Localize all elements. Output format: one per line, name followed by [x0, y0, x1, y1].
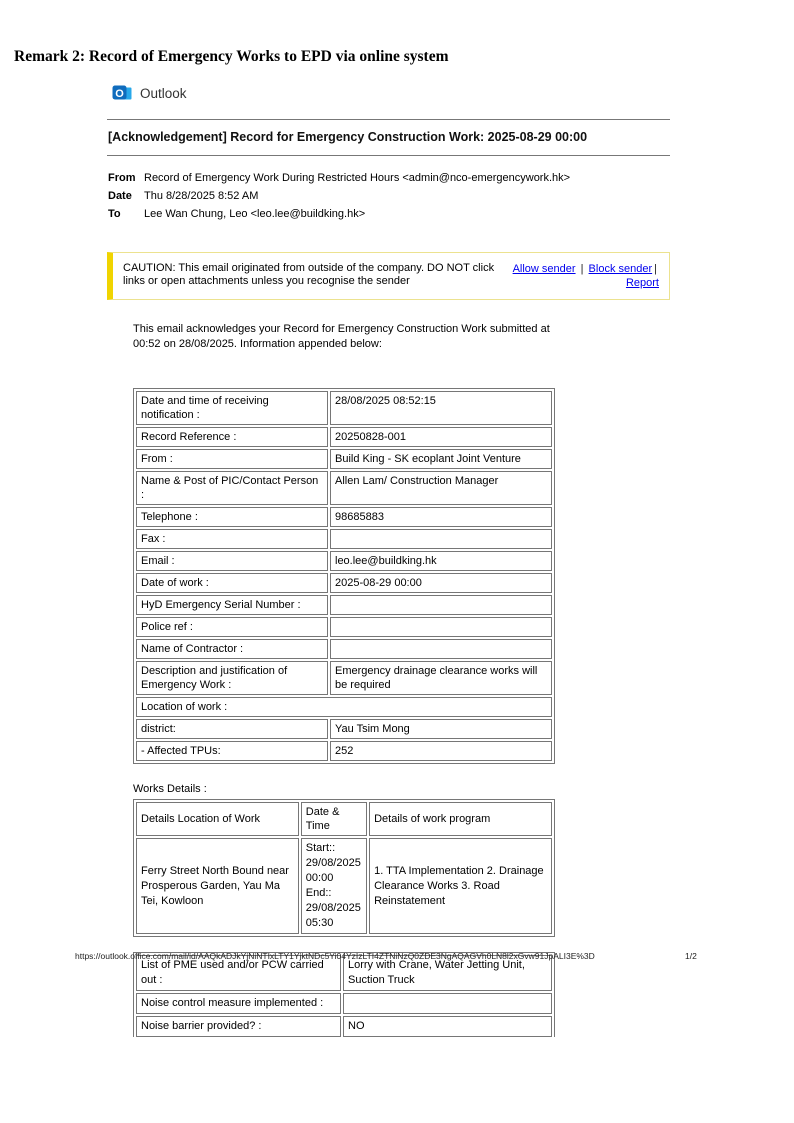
works-header-datetime: Date & Time [301, 802, 367, 836]
record-label-cell: Name of Contractor : [136, 639, 328, 659]
table-row [136, 391, 552, 425]
table-row [136, 639, 552, 659]
table-row [136, 741, 552, 761]
record-label-cell: Name & Post of PIC/Contact Person : [136, 471, 328, 505]
pme-label-cell: List of PME used and/or PCW carried out : [136, 955, 341, 991]
table-row [136, 595, 552, 615]
table-row [136, 507, 552, 527]
record-value-cell [330, 595, 552, 615]
record-details-table [133, 388, 555, 764]
caution-links [511, 262, 659, 290]
table-row [136, 993, 552, 1014]
block-sender-link[interactable]: Block sender [588, 263, 653, 275]
record-label-cell: HyD Emergency Serial Number : [136, 595, 328, 615]
record-label-cell: Email : [136, 551, 328, 571]
record-label-cell: Police ref : [136, 617, 328, 637]
table-row [136, 471, 552, 505]
print-footer-url: https://outlook.office.com/mail/id/AAQkADJkYjNiNTIxLTY1YjktNDc5Yi04YzIzLTI4ZTNiNzQ0ZDE3NgAQAGVh0LN8l2xGvw91JpALI3E%3D [75, 951, 595, 961]
record-value-cell: 252 [330, 741, 552, 761]
record-value-cell [330, 529, 552, 549]
from-label: From [108, 172, 136, 184]
link-separator: | [577, 263, 587, 275]
record-value-cell: 2025-08-29 00:00 [330, 573, 552, 593]
record-value-cell: Yau Tsim Mong [330, 719, 552, 739]
date-value: Thu 8/28/2025 8:52 AM [144, 190, 259, 202]
email-meta [107, 156, 670, 223]
record-label-cell: Telephone : [136, 507, 328, 527]
datetime-line: Start:: [305, 842, 336, 854]
works-header-location: Details Location of Work [136, 802, 299, 836]
table-row [136, 838, 552, 934]
works-location-cell: Ferry Street North Bound near Prosperous Garden, Yau Ma Tei, Kowloon [136, 838, 299, 934]
external-sender-caution-banner [107, 252, 670, 300]
page-number: 1/2 [685, 951, 697, 961]
works-details-label: Works Details : [133, 783, 207, 795]
record-fullwidth-cell: Location of work : [136, 697, 552, 717]
printed-email [107, 80, 670, 1037]
table-row [136, 551, 552, 571]
pme-value-cell: NO [343, 1016, 552, 1037]
link-separator: | [654, 263, 657, 275]
meta-row-from [108, 169, 670, 187]
table-row [136, 617, 552, 637]
datetime-line: 05:30 [305, 917, 334, 929]
table-row [136, 449, 552, 469]
record-label-cell: - Affected TPUs: [136, 741, 328, 761]
table-row [136, 719, 552, 739]
record-label-cell: Date of work : [136, 573, 328, 593]
outlook-app-name: Outlook [140, 85, 187, 101]
email-body [133, 322, 670, 1037]
record-value-cell [330, 639, 552, 659]
pme-value-cell: Lorry with Crane, Water Jetting Unit, Suction Truck [343, 955, 552, 991]
to-label: To [108, 208, 121, 220]
record-value-cell [330, 617, 552, 637]
record-value-cell: Allen Lam/ Construction Manager [330, 471, 552, 505]
works-datetime-cell [301, 838, 367, 934]
acknowledgement-intro: This email acknowledges your Record for Emergency Construction Work submitted at 00:52 on 28/08/2025. Information appended below: [133, 323, 550, 350]
meta-row-to [108, 205, 670, 223]
outlook-logo-icon [112, 83, 132, 103]
table-row [136, 661, 552, 695]
record-value-cell: Build King - SK ecoplant Joint Venture [330, 449, 552, 469]
pme-label-cell: Noise control measure implemented : [136, 993, 341, 1014]
from-value: Record of Emergency Work During Restricted Hours <admin@nco-emergencywork.hk> [144, 172, 571, 184]
record-label-cell: Date and time of receiving notification : [136, 391, 328, 425]
caution-text: CAUTION: This email originated from outside of the company. DO NOT click links or open attachments unless you recognise the sender [123, 262, 495, 287]
works-header-program: Details of work program [369, 802, 552, 836]
outlook-header [107, 80, 670, 120]
date-label: Date [108, 190, 132, 202]
record-label-cell: district: [136, 719, 328, 739]
table-row [136, 697, 552, 717]
table-row [136, 427, 552, 447]
record-label-cell: Record Reference : [136, 427, 328, 447]
datetime-line: 29/08/2025 [305, 857, 361, 869]
record-value-cell: 28/08/2025 08:52:15 [330, 391, 552, 425]
record-value-cell: 20250828-001 [330, 427, 552, 447]
datetime-line: 29/08/2025 [305, 902, 361, 914]
record-value-cell: leo.lee@buildking.hk [330, 551, 552, 571]
datetime-line: 00:00 [305, 872, 334, 884]
pme-table-clipped-region [133, 952, 670, 1037]
table-row [136, 1016, 552, 1037]
meta-row-date [108, 187, 670, 205]
record-label-cell: Description and justification of Emergency Work : [136, 661, 328, 695]
datetime-line: End:: [305, 887, 332, 899]
table-row [136, 573, 552, 593]
pme-label-cell: Noise barrier provided? : [136, 1016, 341, 1037]
record-label-cell: Fax : [136, 529, 328, 549]
table-row [136, 529, 552, 549]
record-label-cell: From : [136, 449, 328, 469]
svg-text:O: O [115, 87, 124, 100]
page-title: Remark 2: Record of Emergency Works to EPD via online system [14, 48, 449, 65]
allow-sender-link[interactable]: Allow sender [512, 263, 576, 275]
works-program-cell: 1. TTA Implementation 2. Drainage Clearance Works 3. Road Reinstatement [369, 838, 552, 934]
pme-noise-table [133, 952, 555, 1037]
report-link[interactable]: Report [625, 277, 659, 289]
record-value-cell: 98685883 [330, 507, 552, 527]
table-header-row [136, 802, 552, 836]
email-subject: [Acknowledgement] Record for Emergency Construction Work: 2025-08-29 00:00 [107, 120, 670, 156]
to-value: Lee Wan Chung, Leo <leo.lee@buildking.hk> [144, 208, 366, 220]
works-details-table [133, 799, 555, 937]
record-value-cell: Emergency drainage clearance works will be required [330, 661, 552, 695]
pme-value-cell [343, 993, 552, 1014]
